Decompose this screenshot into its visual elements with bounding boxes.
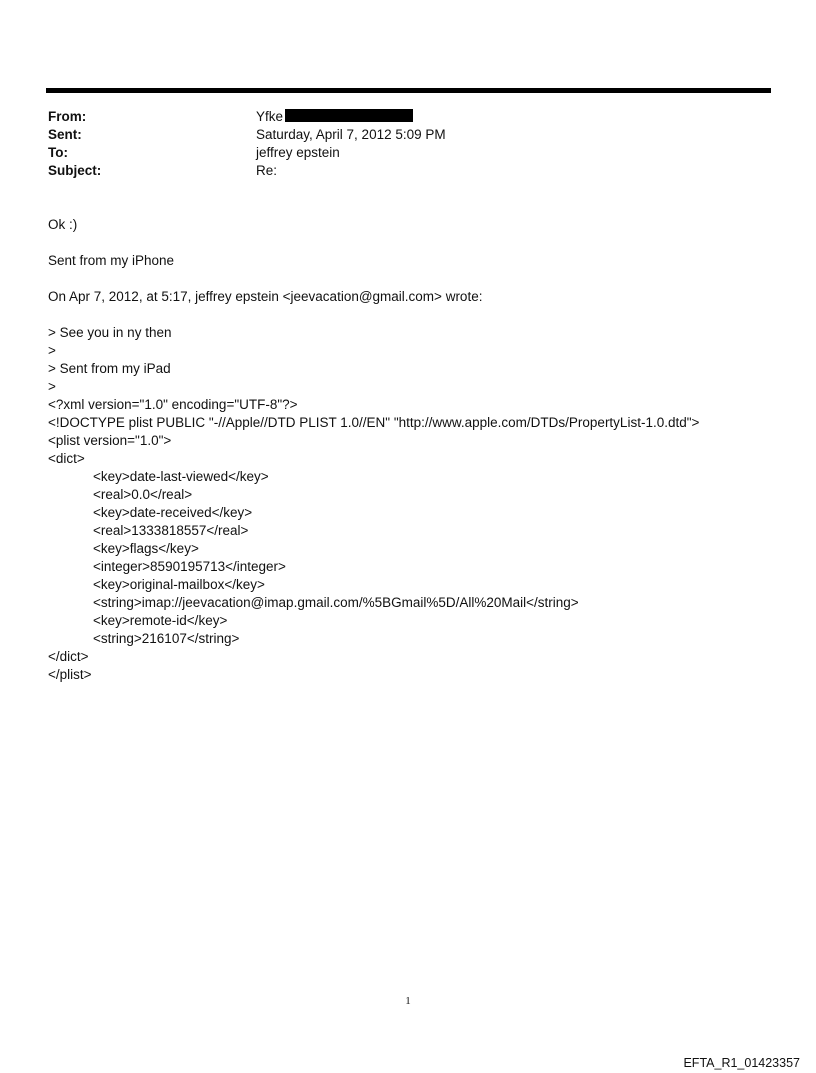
body-line: > Sent from my iPad — [48, 361, 171, 376]
from-value — [256, 108, 413, 126]
body-line: > — [48, 379, 56, 394]
from-label: From: — [48, 109, 87, 124]
body-line: <plist version="1.0"> — [48, 433, 172, 448]
body-line — [48, 234, 699, 252]
body-line: <?xml version="1.0" encoding="UTF-8"?> — [48, 397, 298, 412]
body-line: > — [48, 343, 56, 358]
body-line: <real>1333818557</real> — [48, 523, 249, 538]
body-line: </dict> — [48, 649, 89, 664]
body-line: Sent from my iPhone — [48, 253, 175, 268]
body-line — [48, 270, 699, 288]
subject-label: Subject: — [48, 163, 102, 178]
body-line: Ok :) — [48, 217, 78, 232]
body-line: <key>original-mailbox</key> — [48, 577, 265, 592]
header-divider — [46, 88, 771, 93]
page-number: 1 — [405, 995, 411, 1007]
document-id: EFTA_R1_01423357 — [683, 1056, 800, 1070]
redaction-box — [285, 109, 413, 122]
from-name: Yfke — [256, 109, 284, 124]
body-line: </plist> — [48, 667, 92, 682]
body-line: <key>remote-id</key> — [48, 613, 228, 628]
body-line — [48, 306, 699, 324]
sent-label: Sent: — [48, 127, 82, 142]
body-line: <dict> — [48, 451, 85, 466]
body-line: <string>216107</string> — [48, 631, 240, 646]
to-label: To: — [48, 145, 68, 160]
sent-value: Saturday, April 7, 2012 5:09 PM — [256, 127, 446, 142]
body-line: <integer>8590195713</integer> — [48, 559, 286, 574]
body-line: <!DOCTYPE plist PUBLIC "-//Apple//DTD PLIST 1.0//EN" "http://www.apple.com/DTDs/PropertyList-1.0.dtd"> — [48, 415, 700, 430]
body-line: On Apr 7, 2012, at 5:17, jeffrey epstein <jeevacation@gmail.com> wrote: — [48, 289, 483, 304]
email-body — [48, 216, 699, 684]
to-value: jeffrey epstein — [256, 145, 340, 160]
body-line: <key>date-last-viewed</key> — [48, 469, 269, 484]
body-line: <key>flags</key> — [48, 541, 199, 556]
body-line: <string>imap://jeevacation@imap.gmail.com/%5BGmail%5D/All%20Mail</string> — [48, 595, 579, 610]
body-line: > See you in ny then — [48, 325, 172, 340]
body-line: <real>0.0</real> — [48, 487, 193, 502]
subject-value: Re: — [256, 163, 278, 178]
body-line: <key>date-received</key> — [48, 505, 253, 520]
